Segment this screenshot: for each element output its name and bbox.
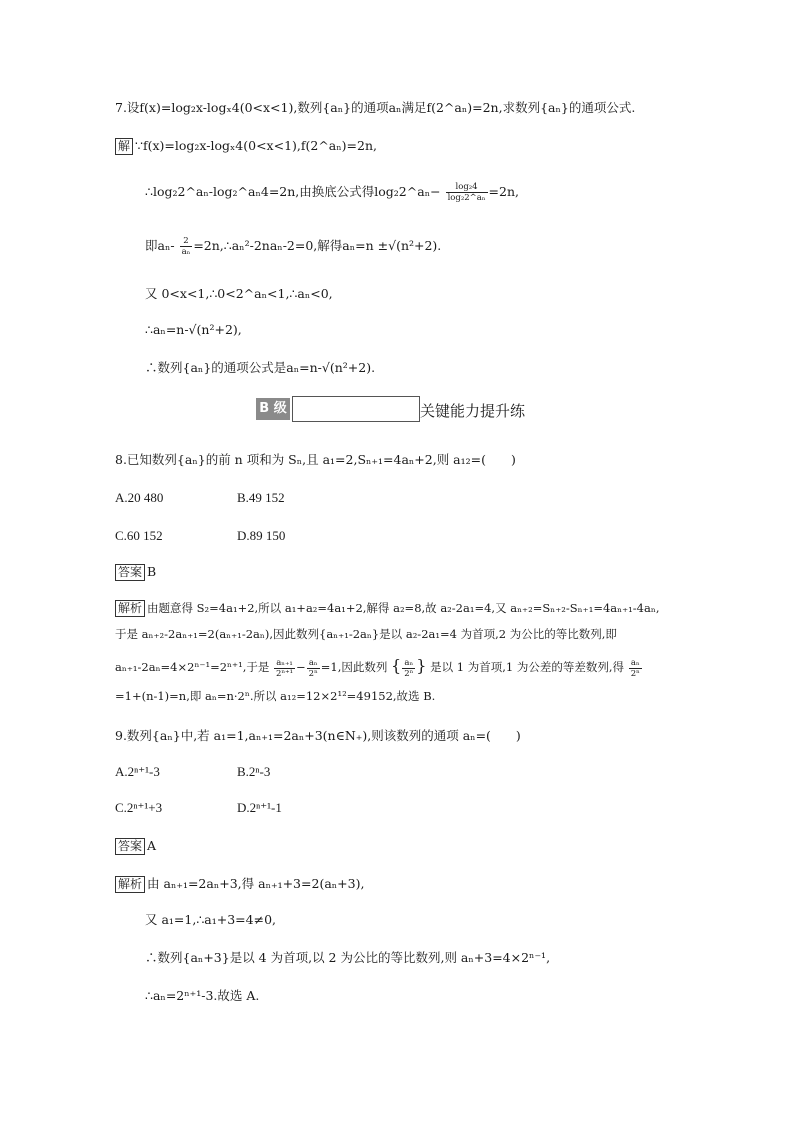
q8-analysis-line-4: =1+(n-1)=n,即 aₙ=n·2ⁿ.所以 a₁₂=12×2¹²=49152,故选 B. bbox=[115, 689, 436, 703]
analysis-tag: 解析 bbox=[115, 600, 145, 617]
q9-analysis-line-4: ∴aₙ=2ⁿ⁺¹-3.故选 A. bbox=[145, 988, 260, 1003]
solution-7-line-3: 即aₙ- $\frac{2}{\text{aₙ}}$ =2n,∴aₙ²-2naₙ-2=0,解得aₙ=n ±√(n²+2). bbox=[145, 236, 442, 257]
q8-analysis-line-2: 于是 aₙ₊₂-2aₙ₊₁=2(aₙ₊₁-2aₙ),因此数列{aₙ₊₁-2aₙ}是以 a₂-2a₁=4 为首项,2 为公比的等比数列,即 bbox=[115, 627, 617, 641]
solution-7-line-2: ∴log₂2^aₙ-log₂^aₙ4=2n,由换底公式得log₂2^aₙ− $\frac{\text{log₂4}}{\text{log₂2\textasciicircum{}aₙ}}$ =2n, bbox=[145, 182, 519, 203]
q8-analysis-line-3: aₙ₊₁-2aₙ=4×2ⁿ⁻¹=2ⁿ⁺¹,于是 $\frac{\text{aₙ₊₁}}{\text{2ⁿ⁺¹}}$ − $\frac{\text{aₙ}}{\text{2ⁿ}}$ =1,因此数列 { $\frac{\text{aₙ}}{\text{2ⁿ}}$ } 是以 1 为首项,1 为公差的等差数列,得 $\frac{\text{aₙ}}{\text{2ⁿ}}$ bbox=[115, 656, 640, 679]
q9-analysis-line-1: 解析 由 aₙ₊₁=2aₙ+3,得 aₙ₊₁+3=2(aₙ+3), bbox=[115, 874, 364, 894]
q8-option-c: C.60 152 bbox=[115, 528, 163, 543]
q9-option-c: C.2ⁿ⁺¹+3 bbox=[115, 800, 163, 815]
q8-option-d: D.89 150 bbox=[237, 528, 286, 543]
fraction: $\frac{\text{aₙ}}{\text{2ⁿ}}$ bbox=[404, 657, 414, 679]
fraction: $\frac{\text{aₙ₊₁}}{\text{2ⁿ⁺¹}}$ bbox=[276, 657, 294, 679]
q9-option-b: B.2ⁿ-3 bbox=[237, 764, 271, 779]
q9-answer: 答案 A bbox=[115, 836, 156, 856]
question-7-stem: 7.设f(x)=log₂x-logₓ4(0<x<1),数列{aₙ}的通项aₙ满足f(2^aₙ)=2n,求数列{aₙ}的通项公式. bbox=[115, 100, 636, 115]
q9-option-a: A.2ⁿ⁺¹-3 bbox=[115, 764, 160, 779]
q8-answer: 答案 B bbox=[115, 562, 156, 582]
analysis-tag: 解析 bbox=[115, 876, 145, 893]
question-9-stem: 9.数列{aₙ}中,若 a₁=1,aₙ₊₁=2aₙ+3(n∈N₊),则该数列的通项 aₙ=( ) bbox=[115, 728, 521, 743]
q9-analysis-line-2: 又 a₁=1,∴a₁+3=4≠0, bbox=[145, 912, 277, 927]
question-8-stem: 8.已知数列{aₙ}的前 n 项和为 Sₙ,且 a₁=2,Sₙ₊₁=4aₙ+2,则 a₁₂=( ) bbox=[115, 452, 516, 467]
solution-7-line-1: 解 ∵f(x)=log₂x-logₓ4(0<x<1),f(2^aₙ)=2n, bbox=[115, 136, 377, 156]
solution-7-line-5: ∴aₙ=n-√(n²+2), bbox=[145, 322, 242, 337]
fraction: $\frac{\text{log₂4}}{\text{log₂2\textasciicircum{}aₙ}}$ bbox=[447, 182, 486, 203]
q9-option-d: D.2ⁿ⁺¹-1 bbox=[237, 800, 282, 815]
solution-tag: 解 bbox=[115, 138, 133, 155]
solution-7-line-6: ∴数列{aₙ}的通项公式是aₙ=n-√(n²+2). bbox=[145, 360, 376, 375]
q8-option-a: A.20 480 bbox=[115, 490, 164, 505]
fraction: $\frac{2}{\text{aₙ}}$ bbox=[181, 236, 191, 257]
fraction: $\frac{\text{aₙ}}{\text{2ⁿ}}$ bbox=[630, 657, 640, 679]
q8-option-b: B.49 152 bbox=[237, 490, 285, 505]
answer-tag: 答案 bbox=[115, 564, 145, 581]
solution-7-line-4: 又 0<x<1,∴0<2^aₙ<1,∴aₙ<0, bbox=[145, 286, 333, 301]
fraction: $\frac{\text{aₙ}}{\text{2ⁿ}}$ bbox=[308, 657, 318, 679]
q9-analysis-line-3: ∴数列{aₙ+3}是以 4 为首项,以 2 为公比的等比数列,则 aₙ+3=4×2ⁿ⁻¹, bbox=[145, 950, 551, 965]
q8-analysis-line-1: 解析 由题意得 S₂=4a₁+2,所以 a₁+a₂=4a₁+2,解得 a₂=8,故 a₂-2a₁=4,又 aₙ₊₂=Sₙ₊₂-Sₙ₊₁=4aₙ₊₁-4aₙ, bbox=[115, 598, 659, 618]
level-badge: B 级 bbox=[256, 398, 290, 420]
level-title: 关键能力提升练 bbox=[420, 402, 526, 420]
level-box bbox=[292, 396, 420, 422]
answer-tag: 答案 bbox=[115, 838, 145, 855]
